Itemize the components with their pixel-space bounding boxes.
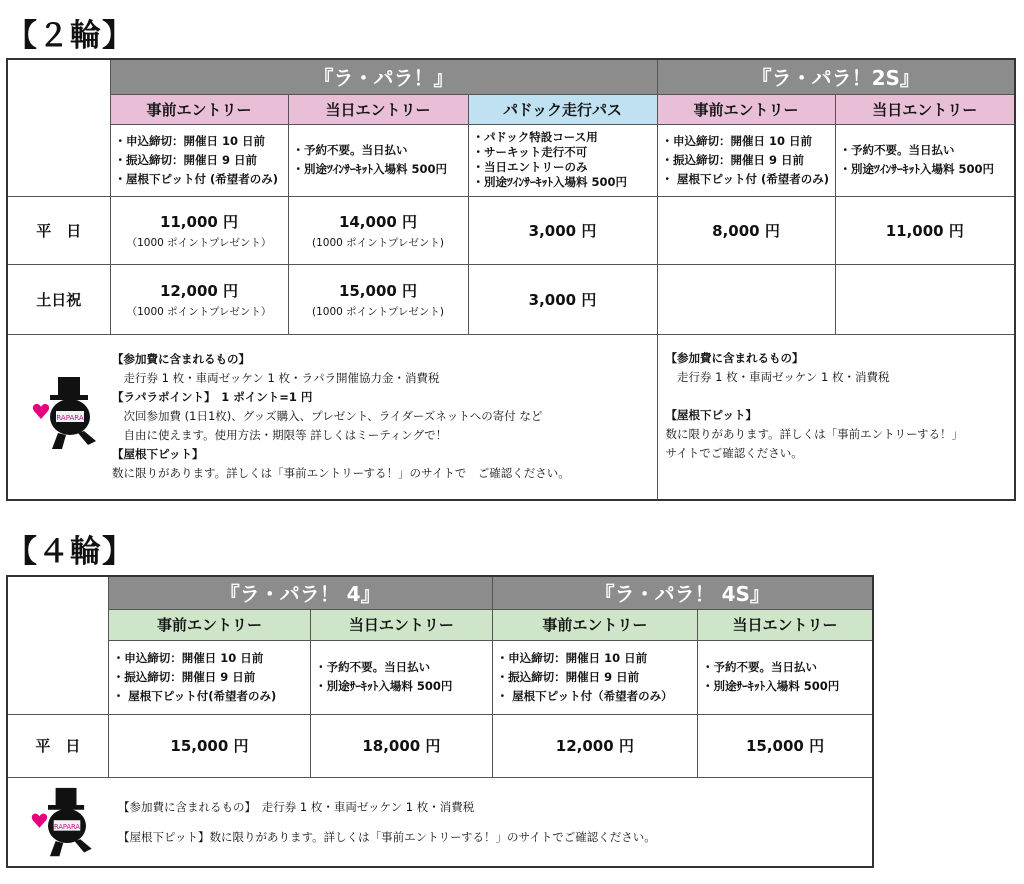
desc-day-entry-4s: ・予約不要。当日払い ・別途ｻｰｷｯﾄ入場料 500円: [698, 640, 873, 714]
note-2wheel-right: 【参加費に含まれるもの】 走行券 1 枚・車両ゼッケン 1 枚・消費税 【屋根下ピット】 数に限りがあります。詳しくは「事前エントリーする！」 サイトでご確認ください。: [657, 334, 1015, 500]
band-rapara-2s: 『ラ・パラ！2S』: [657, 59, 1015, 94]
price-holiday-day-2s: [835, 264, 1015, 334]
section-title-4wheel: 【４輪】: [6, 534, 134, 570]
price-weekday-day-4s: 15,000 円: [698, 714, 873, 777]
price-holiday-paddock: 3,000 円: [468, 264, 657, 334]
col-paddock-pass: パドック走行パス: [468, 94, 657, 124]
col-pre-entry: 事前エントリー: [110, 94, 288, 124]
table-2wheel: [6, 58, 1016, 501]
col-pre-entry-2s: 事前エントリー: [657, 94, 835, 124]
col-day-entry-2s: 当日エントリー: [835, 94, 1015, 124]
svg-text:RAPARA: RAPARA: [56, 413, 84, 422]
desc-day-entry-2s: ・予約不要。当日払い ・別途ﾂｲﾝｻｰｷｯﾄ入場料 500円: [835, 124, 1015, 196]
desc-pre-entry-4: ・申込締切：開催日 10 日前 ・振込締切：開催日 9 日前 ・ 屋根下ピット付(希望者のみ): [108, 640, 310, 714]
svg-text:RAPARA: RAPARA: [54, 822, 80, 831]
col-pre-entry-4s: 事前エントリー: [492, 609, 697, 640]
row-holiday: 土日祝: [7, 264, 110, 334]
corner-cell-4wheel: [7, 576, 108, 714]
desc-day-entry: ・予約不要。当日払い ・別途ﾂｲﾝｻｰｷｯﾄ入場料 500円: [288, 124, 468, 196]
col-pre-entry-4: 事前エントリー: [108, 609, 310, 640]
band-rapara-4: 『ラ・パラ！ 4』: [108, 576, 492, 609]
desc-pre-entry: ・申込締切：開催日 10 日前 ・振込締切：開催日 9 日前 ・屋根下ピット付 (希望者のみ): [110, 124, 288, 196]
row-weekday: 平 日: [7, 196, 110, 264]
desc-pre-entry-2s: ・申込締切：開催日 10 日前 ・振込締切：開催日 9 日前 ・ 屋根下ピット付 (希望者のみ): [657, 124, 835, 196]
price-weekday-pre-2s: 8,000 円: [657, 196, 835, 264]
price-weekday-day-2s: 11,000 円: [835, 196, 1015, 264]
price-weekday-day-4: 18,000 円: [311, 714, 492, 777]
col-day-entry-4: 当日エントリー: [311, 609, 492, 640]
note-2wheel-left: RAPARA 【参加費に含まれるもの】 走行券 1 枚・車両ゼッケン 1 枚・ラパラ開催協力金・消費税 【ラパラポイント】 1 ポイント=1 円 次回参加費 (1日1枚)、グッズ購入、プレゼント、ライダーズネットへの寄付 など 自由に使えます。使用方法・期限等 詳しくはミーティングで！ 【屋根下ピット】 数に限りがあります。詳しくは「事前エントリーする！」のサイトで ご確認ください。: [7, 334, 657, 500]
desc-pre-entry-4s: ・申込締切：開催日 10 日前 ・振込締切：開催日 9 日前 ・ 屋根下ピット付（希望者のみ）: [492, 640, 697, 714]
note-4wheel: RAPARA 【参加費に含まれるもの】 走行券 1 枚・車両ゼッケン 1 枚・消費税 【屋根下ピット】数に限りがあります。詳しくは「事前エントリーする！」のサイトでご確認ください。: [7, 777, 873, 867]
price-weekday-pre-4s: 12,000 円: [492, 714, 697, 777]
price-holiday-pre: 12,000 円 （1000 ポイントプレゼント）: [110, 264, 288, 334]
col-day-entry: 当日エントリー: [288, 94, 468, 124]
band-rapara-4s: 『ラ・パラ！ 4S』: [492, 576, 873, 609]
section-title-2wheel: 【２輪】: [6, 18, 134, 54]
row-weekday-4wheel: 平 日: [7, 714, 108, 777]
desc-paddock-pass: ・パドック特設コース用 ・サーキット走行不可 ・当日エントリーのみ ・別途ﾂｲﾝｻｰｷｯﾄ入場料 500円: [468, 124, 657, 196]
corner-cell: [7, 59, 110, 196]
price-weekday-pre: 11,000 円 （1000 ポイントプレゼント）: [110, 196, 288, 264]
price-weekday-pre-4: 15,000 円: [108, 714, 310, 777]
top-hat-mascot-icon: [30, 375, 110, 455]
band-rapara: 『ラ・パラ！』: [110, 59, 657, 94]
price-holiday-pre-2s: [657, 264, 835, 334]
desc-day-entry-4: ・予約不要。当日払い ・別途ｻｰｷｯﾄ入場料 500円: [311, 640, 492, 714]
price-weekday-day: 14,000 円 (1000 ポイントプレゼント): [288, 196, 468, 264]
col-day-entry-4s: 当日エントリー: [698, 609, 873, 640]
top-hat-mascot-icon: [28, 786, 106, 862]
price-weekday-paddock: 3,000 円: [468, 196, 657, 264]
price-holiday-day: 15,000 円 (1000 ポイントプレゼント): [288, 264, 468, 334]
table-4wheel: [6, 575, 874, 868]
